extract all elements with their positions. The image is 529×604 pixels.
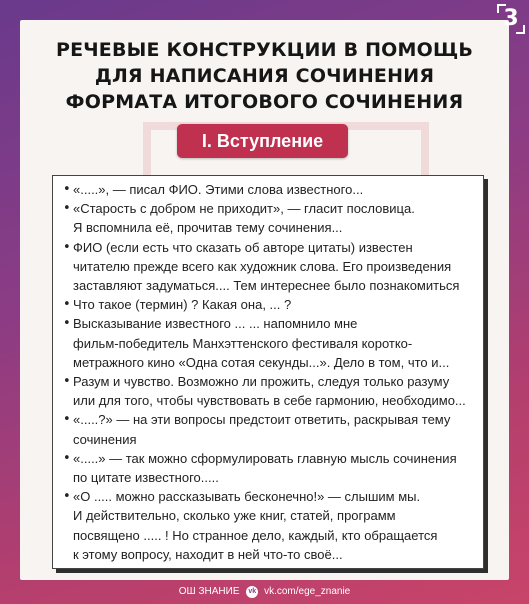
list-item-line: • «.....» — так можно сформулировать главную мысль сочинения: [73, 450, 457, 466]
list-item: [63, 180, 483, 199]
list-item-line: • «.....», — писал ФИО. Этими слова известного...: [73, 182, 364, 197]
list-item-line: или для того, чтобы чувствовать в себе гармонию, необходимо...: [73, 393, 466, 409]
list-item: [63, 410, 483, 448]
title-line: ДЛЯ НАПИСАНИЯ СОЧИНЕНИЯ: [94, 65, 435, 87]
list-item-line: • Разум и чувство. Возможно ли прожить, следуя только разуму: [73, 374, 450, 390]
list-item-line: • Высказывание известного ... ... напомнило мне: [73, 316, 358, 332]
footer-link[interactable]: vk.com/ege_znanie: [264, 586, 351, 597]
title-line: ФОРМАТА ИТОГОВОГО СОЧИНЕНИЯ: [65, 91, 464, 113]
list-item: [63, 449, 483, 487]
list-item-line: Я вспомнила её, прочитав тему сочинения...: [73, 220, 343, 236]
list-item-line: • Что такое (термин) ? Какая она, ... ?: [73, 297, 292, 313]
vk-icon: vk: [246, 586, 258, 598]
list-item-line: к этому вопросу, находит в ней что-то своё...: [73, 546, 343, 562]
list-item-line: • «О ..... можно рассказывать бесконечно!» — слышим мы.: [73, 489, 421, 505]
section-badge: I. Вступление: [177, 124, 348, 158]
list-item-line: И действительно, сколько уже книг, статей, программ: [73, 508, 396, 524]
list-item-line: заставляют задуматься.... Тем интереснее было познакомиться: [73, 278, 460, 294]
list-item-line: по цитате известного.....: [73, 470, 219, 486]
title-line: РЕЧЕВЫЕ КОНСТРУКЦИИ В ПОМОЩЬ: [55, 39, 474, 61]
brand-logo-icon: 3: [499, 4, 523, 34]
list-item: [63, 314, 483, 372]
footer: [0, 584, 529, 601]
list-item: [63, 295, 483, 314]
phrases-list: [53, 176, 483, 564]
list-item: [63, 372, 483, 410]
list-item-line: посвящено ..... ! Но странное дело, каждый, кто обращается: [73, 527, 438, 543]
list-item-line: • «.....?» — на эти вопросы предстоит ответить, раскрывая тему: [73, 412, 451, 428]
list-item-line: сочинения: [73, 431, 137, 447]
list-item-line: читателю прежде всего как художник слова. Его произведения: [73, 258, 452, 274]
list-item: [63, 238, 483, 296]
list-item-line: • ФИО (если есть что сказать об авторе цитаты) известен: [73, 239, 413, 255]
list-item: [63, 199, 483, 237]
footer-brand: ОШ ЗНАНИЕ: [178, 586, 240, 597]
list-item: [63, 487, 483, 564]
phrases-box: [52, 175, 484, 569]
list-item-line: метражного кино «Одна сотая секунды...». Дело в том, что и...: [73, 354, 450, 370]
page-title: [20, 37, 509, 115]
list-item-line: • «Старость с добром не приходит», — гласит пословица.: [73, 201, 415, 217]
list-item-line: фильм-победитель Манхэттенского фестиваля коротко-: [73, 335, 413, 351]
